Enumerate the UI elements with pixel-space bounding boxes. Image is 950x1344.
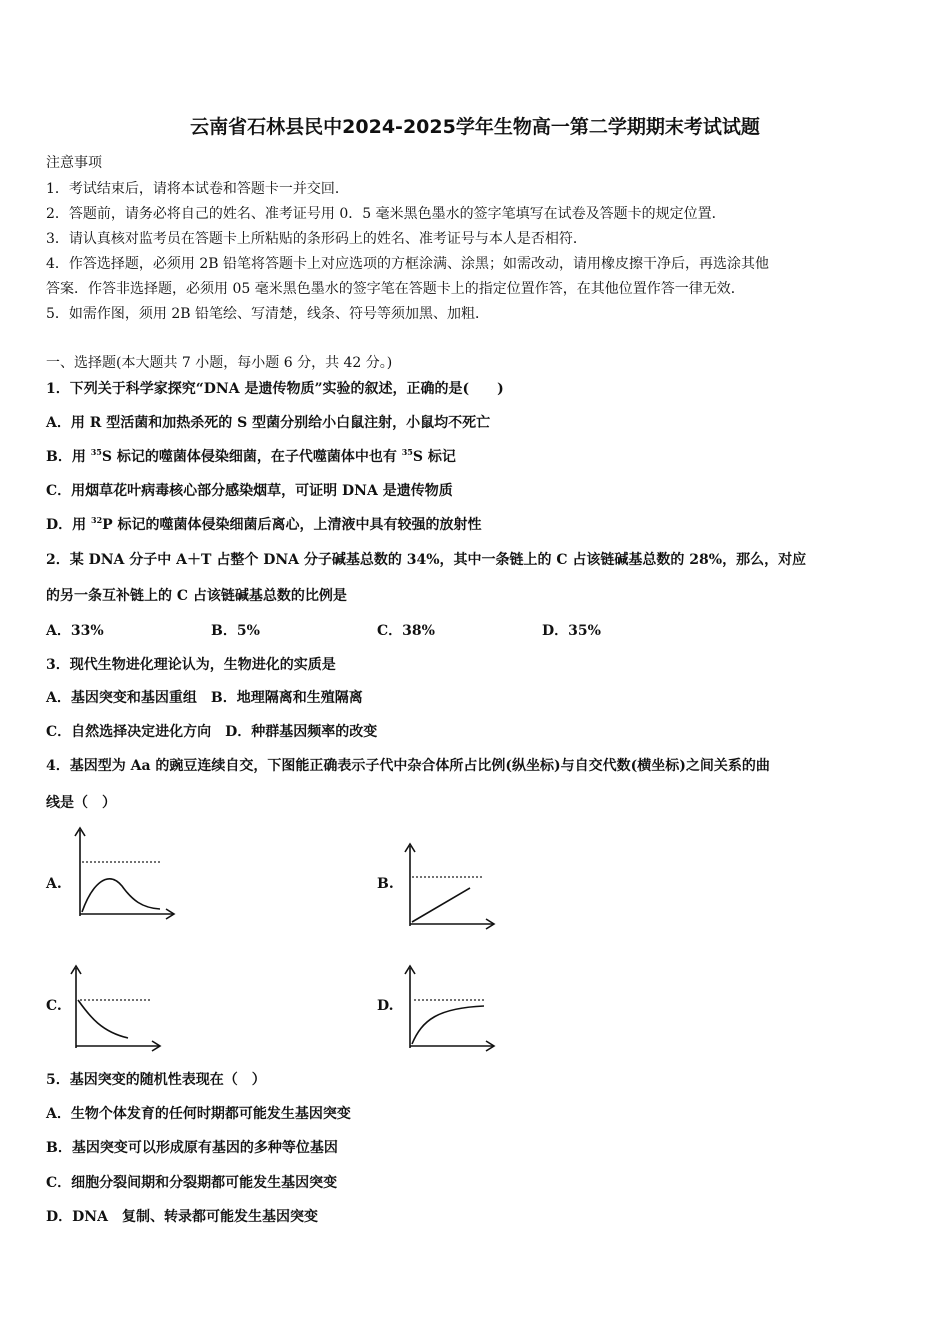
notice-heading: 注意事项 — [46, 155, 102, 171]
q4-graph-c — [66, 962, 166, 1052]
q3-options-ab: A．基因突变和基因重组 B．地理隔离和生殖隔离 — [46, 690, 363, 706]
q2-stem-1: 2．某 DNA 分子中 A＋T 占整个 DNA 分子碱基总数的 34%，其中一条链上的 C 占该链碱基总数的 28%，那么，对应 — [46, 552, 807, 568]
q3-options-cd: C．自然选择决定进化方向 D．种群基因频率的改变 — [46, 724, 378, 740]
q1-option-d: D．用 $^{32}$P 标记的噬菌体侵染细菌后离心，上清液中具有较强的放射性 — [46, 515, 482, 533]
q2-option-c: C．38% — [377, 623, 435, 639]
page-title: 云南省石林县民中2024-2025学年生物高一第二学期期末考试试题 — [190, 116, 760, 138]
q3-stem: 3．现代生物进化理论认为，生物进化的实质是 — [46, 657, 336, 673]
notice-item-4-cont: 答案．作答非选择题，必须用 05 毫米黑色墨水的签字笔在答题卡上的指定位置作答，在其他位置作答一律无效． — [46, 281, 745, 297]
q5-option-a: A．生物个体发育的任何时期都可能发生基因突变 — [46, 1106, 351, 1122]
q1-stem: 1．下列关于科学家探究“DNA 是遗传物质”实验的叙述，正确的是( ) — [46, 381, 504, 397]
q1-option-a: A．用 R 型活菌和加热杀死的 S 型菌分别给小白鼠注射，小鼠均不死亡 — [46, 415, 491, 431]
q5-option-b: B．基因突变可以形成原有基因的多种等位基因 — [46, 1140, 338, 1156]
q4-label-c: C. — [46, 998, 62, 1014]
q2-option-d: D．35% — [542, 623, 601, 639]
q4-graph-b — [400, 840, 500, 930]
notice-item-2: 2．答题前，请务必将自己的姓名、准考证号用 0．5 毫米黑色墨水的签字笔填写在试卷及答题卡的规定位置． — [46, 206, 726, 222]
q2-stem-2: 的另一条互补链上的 C 占该链碱基总数的比例是 — [46, 588, 347, 604]
notice-item-1: 1．考试结束后，请将本试卷和答题卡一并交回． — [46, 181, 349, 197]
q2-option-a: A．33% — [46, 623, 104, 639]
notice-item-5: 5．如需作图，须用 2B 铅笔绘、写清楚，线条、符号等须加黑、加粗． — [46, 306, 490, 322]
q4-stem-1: 4．基因型为 Aa 的豌豆连续自交，下图能正确表示子代中杂合体所占比例(纵坐标)与自交代数(横坐标)之间关系的曲 — [46, 758, 770, 774]
section-heading: 一、选择题(本大题共 7 小题，每小题 6 分，共 42 分。) — [46, 355, 393, 371]
q1-option-b: B．用 $^{35}$S 标记的噬菌体侵染细菌，在子代噬菌体中也有 $^{35}$S 标记 — [46, 447, 456, 465]
q4-label-b: B. — [377, 876, 394, 892]
notice-item-3: 3．请认真核对监考员在答题卡上所粘贴的条形码上的姓名、准考证号与本人是否相符． — [46, 231, 587, 247]
q2-option-b: B．5% — [211, 623, 260, 639]
q4-label-d: D. — [377, 998, 394, 1014]
q5-stem: 5．基因突变的随机性表现在（ ） — [46, 1072, 266, 1088]
q4-label-a: A. — [46, 876, 62, 892]
q4-stem-2: 线是（ ） — [46, 795, 116, 811]
q5-option-d: D．DNA 复制、转录都可能发生基因突变 — [46, 1209, 318, 1225]
q5-option-c: C．细胞分裂间期和分裂期都可能发生基因突变 — [46, 1175, 338, 1191]
q4-graph-a — [70, 824, 180, 920]
q1-option-c: C．用烟草花叶病毒核心部分感染烟草，可证明 DNA 是遗传物质 — [46, 483, 453, 499]
q4-graph-d — [400, 962, 500, 1052]
notice-item-4: 4．作答选择题，必须用 2B 铅笔将答题卡上对应选项的方框涂满、涂黑；如需改动，请用橡皮擦干净后，再选涂其他 — [46, 256, 769, 272]
